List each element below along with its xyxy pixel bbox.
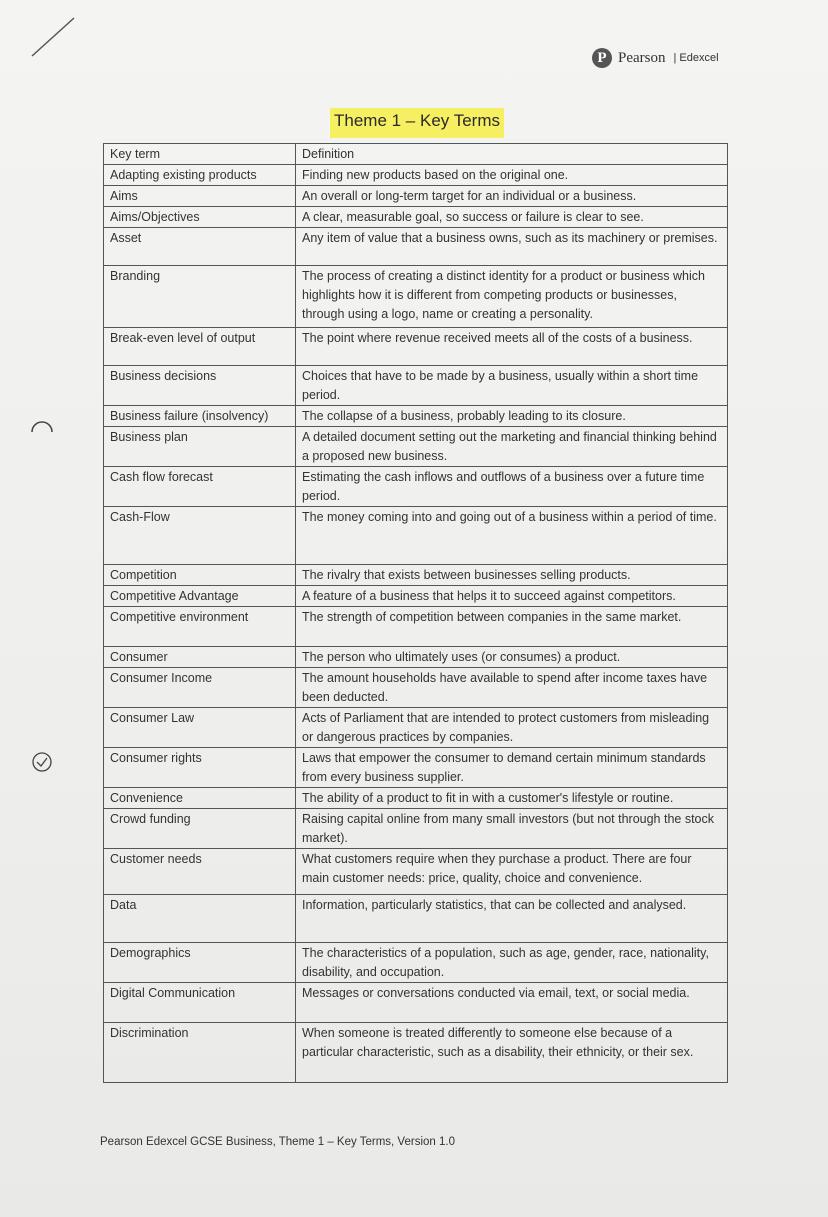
key-term-cell: Competitive Advantage bbox=[104, 586, 296, 607]
definition-cell: The collapse of a business, probably leading to its closure. bbox=[296, 406, 728, 427]
logo-name: Pearson bbox=[618, 49, 666, 66]
table-row bbox=[104, 266, 728, 328]
key-term-cell: Aims bbox=[104, 186, 296, 207]
table-row bbox=[104, 983, 728, 1023]
table-row bbox=[104, 788, 728, 809]
table-row bbox=[104, 849, 728, 895]
definition-cell: Choices that have to be made by a business, usually within a short time period. bbox=[296, 366, 728, 406]
key-term-cell: Break-even level of output bbox=[104, 328, 296, 366]
key-term-cell: Adapting existing products bbox=[104, 165, 296, 186]
table-row bbox=[104, 647, 728, 668]
definition-cell: A feature of a business that helps it to succeed against competitors. bbox=[296, 586, 728, 607]
table-row bbox=[104, 328, 728, 366]
key-term-cell: Business plan bbox=[104, 427, 296, 467]
table-row bbox=[104, 228, 728, 266]
table-row bbox=[104, 748, 728, 788]
logo-sub: | Edexcel bbox=[673, 52, 719, 64]
key-term-cell: Crowd funding bbox=[104, 809, 296, 849]
definition-cell: The point where revenue received meets all of the costs of a business. bbox=[296, 328, 728, 366]
definition-cell: The ability of a product to fit in with a customer's lifestyle or routine. bbox=[296, 788, 728, 809]
definition-cell: A clear, measurable goal, so success or failure is clear to see. bbox=[296, 207, 728, 228]
key-term-cell: Branding bbox=[104, 266, 296, 328]
table-row bbox=[104, 708, 728, 748]
table-row bbox=[104, 427, 728, 467]
pen-stroke-mark bbox=[28, 14, 78, 60]
definition-cell: The strength of competition between companies in the same market. bbox=[296, 607, 728, 647]
definition-cell: Acts of Parliament that are intended to protect customers from misleading or dangerous practices by companies. bbox=[296, 708, 728, 748]
key-term-cell: Business failure (insolvency) bbox=[104, 406, 296, 427]
key-term-cell: Competitive environment bbox=[104, 607, 296, 647]
table-row bbox=[104, 186, 728, 207]
definition-cell: Estimating the cash inflows and outflows of a business over a future time period. bbox=[296, 467, 728, 507]
key-term-cell: Consumer Income bbox=[104, 668, 296, 708]
table-row bbox=[104, 895, 728, 943]
definition-cell: An overall or long-term target for an individual or a business. bbox=[296, 186, 728, 207]
definition-cell: Raising capital online from many small investors (but not through the stock market). bbox=[296, 809, 728, 849]
definition-cell: The characteristics of a population, such as age, gender, race, nationality, disability, and occupation. bbox=[296, 943, 728, 983]
definition-cell: Information, particularly statistics, that can be collected and analysed. bbox=[296, 895, 728, 943]
header-definition: Definition bbox=[296, 144, 728, 165]
key-term-cell: Business decisions bbox=[104, 366, 296, 406]
key-term-cell: Consumer bbox=[104, 647, 296, 668]
table-row bbox=[104, 586, 728, 607]
page-footer: Pearson Edexcel GCSE Business, Theme 1 – Key Terms, Version 1.0 bbox=[100, 1136, 455, 1148]
definition-cell: The money coming into and going out of a business within a period of time. bbox=[296, 507, 728, 565]
key-term-cell: Cash flow forecast bbox=[104, 467, 296, 507]
key-term-cell: Customer needs bbox=[104, 849, 296, 895]
key-term-cell: Consumer Law bbox=[104, 708, 296, 748]
definition-cell: When someone is treated differently to someone else because of a particular characteristic, such as a disability, their ethnicity, or their sex. bbox=[296, 1023, 728, 1083]
key-term-cell: Convenience bbox=[104, 788, 296, 809]
key-term-cell: Cash-Flow bbox=[104, 507, 296, 565]
definition-cell: A detailed document setting out the marketing and financial thinking behind a proposed new business. bbox=[296, 427, 728, 467]
key-term-cell: Aims/Objectives bbox=[104, 207, 296, 228]
pearson-edexcel-logo bbox=[592, 46, 719, 70]
table-row bbox=[104, 943, 728, 983]
key-term-cell: Asset bbox=[104, 228, 296, 266]
definition-cell: The amount households have available to spend after income taxes have been deducted. bbox=[296, 668, 728, 708]
definition-cell: The person who ultimately uses (or consumes) a product. bbox=[296, 647, 728, 668]
key-term-cell: Digital Communication bbox=[104, 983, 296, 1023]
definition-cell: What customers require when they purchase a product. There are four main customer needs: price, quality, choice and convenience. bbox=[296, 849, 728, 895]
definition-cell: The process of creating a distinct identity for a product or business which highlights how it is different from competing products or businesses, through using a logo, name or creating a personality. bbox=[296, 266, 728, 328]
table-header-row bbox=[104, 144, 728, 165]
table-row bbox=[104, 366, 728, 406]
page-title: Theme 1 – Key Terms bbox=[330, 108, 504, 138]
table-row bbox=[104, 507, 728, 565]
key-term-cell: Demographics bbox=[104, 943, 296, 983]
table-row bbox=[104, 207, 728, 228]
key-terms-table bbox=[103, 143, 728, 1083]
punch-hole-mark bbox=[28, 748, 56, 776]
table-row bbox=[104, 467, 728, 507]
definition-cell: Finding new products based on the original one. bbox=[296, 165, 728, 186]
definition-cell: The rivalry that exists between businesses selling products. bbox=[296, 565, 728, 586]
definition-cell: Messages or conversations conducted via email, text, or social media. bbox=[296, 983, 728, 1023]
key-term-cell: Competition bbox=[104, 565, 296, 586]
table-row bbox=[104, 565, 728, 586]
definition-cell: Laws that empower the consumer to demand certain minimum standards from every business supplier. bbox=[296, 748, 728, 788]
key-term-cell: Discrimination bbox=[104, 1023, 296, 1083]
table-row bbox=[104, 406, 728, 427]
table-row bbox=[104, 809, 728, 849]
key-term-cell: Consumer rights bbox=[104, 748, 296, 788]
punch-hole-mark bbox=[28, 414, 56, 442]
pearson-logo-icon: P bbox=[592, 48, 612, 68]
table-row bbox=[104, 1023, 728, 1083]
table-row bbox=[104, 607, 728, 647]
header-key-term: Key term bbox=[104, 144, 296, 165]
table-row bbox=[104, 668, 728, 708]
key-term-cell: Data bbox=[104, 895, 296, 943]
table-row bbox=[104, 165, 728, 186]
definition-cell: Any item of value that a business owns, such as its machinery or premises. bbox=[296, 228, 728, 266]
